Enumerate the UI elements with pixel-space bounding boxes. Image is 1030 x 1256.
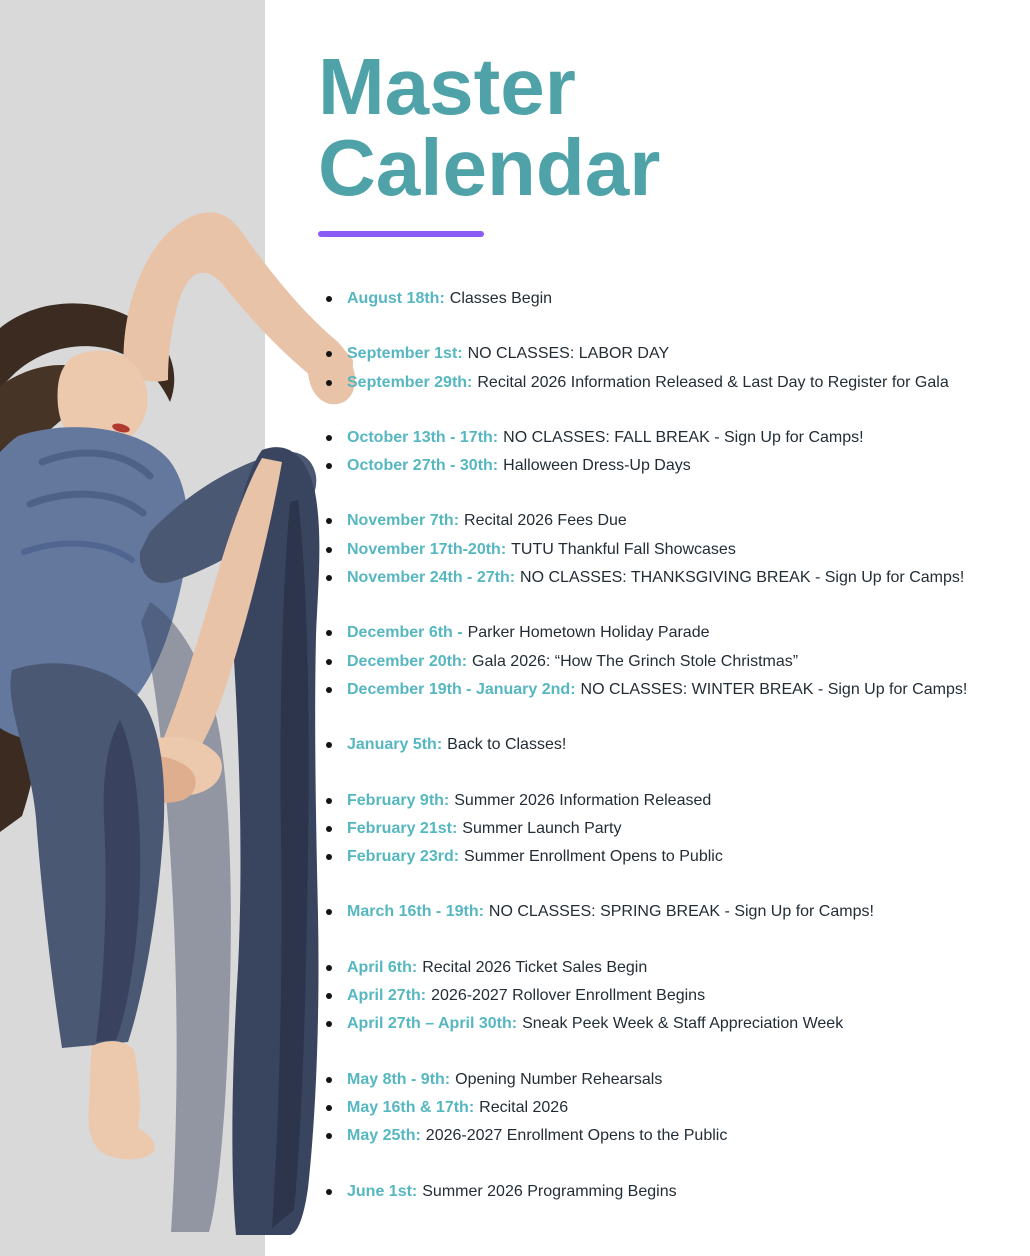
event-group	[318, 340, 1030, 397]
event-date: January 5th:	[347, 736, 443, 754]
bullet-icon	[326, 742, 332, 748]
event-date: August 18th:	[347, 290, 445, 307]
event-date: June 1st:	[347, 1182, 418, 1200]
event-item	[318, 285, 1030, 313]
event-desc: Recital 2026 Information Released & Last Day to Register for Gala	[477, 373, 949, 391]
event-date: December 19th - January 2nd:	[347, 680, 576, 698]
event-item	[318, 648, 1030, 676]
event-date: May 8th - 9th:	[347, 1070, 451, 1088]
event-item	[318, 1178, 1030, 1206]
dancer-photo	[0, 200, 360, 1240]
event-item	[318, 536, 1030, 564]
event-date: May 25th:	[347, 1127, 421, 1145]
bullet-icon	[326, 1077, 332, 1083]
bullet-icon	[326, 435, 332, 441]
event-item	[318, 676, 1030, 704]
event-date: November 24th - 27th:	[347, 569, 516, 587]
event-date: December 6th -	[347, 624, 463, 642]
event-date: February 21st:	[347, 819, 458, 837]
event-date: November 7th:	[347, 512, 460, 530]
bullet-icon	[326, 798, 332, 804]
bullet-icon	[326, 351, 332, 357]
event-date: December 20th:	[347, 652, 468, 670]
event-desc: NO CLASSES: THANKSGIVING BREAK - Sign Up for Camps!	[520, 569, 965, 587]
bullet-icon	[326, 1021, 332, 1027]
bullet-icon	[326, 547, 332, 553]
bullet-icon	[326, 296, 332, 302]
bullet-icon	[326, 659, 332, 665]
event-item	[318, 898, 1030, 926]
event-date: October 13th - 17th:	[347, 428, 499, 446]
event-desc: Recital 2026	[479, 1098, 569, 1116]
event-date: February 9th:	[347, 791, 450, 809]
event-desc: Halloween Dress-Up Days	[503, 457, 691, 475]
event-list	[318, 285, 1030, 1206]
event-item	[318, 564, 1030, 592]
event-date: April 27th:	[347, 987, 427, 1005]
event-desc: Sneak Peek Week & Staff Appreciation Week	[522, 1015, 844, 1033]
event-item	[318, 507, 1030, 535]
title-divider	[318, 231, 484, 237]
event-desc: 2026-2027 Enrollment Opens to the Public	[425, 1127, 728, 1145]
event-date: March 16th - 19th:	[347, 903, 484, 921]
event-item	[318, 424, 1030, 452]
event-date: September 29th:	[347, 373, 473, 391]
event-item	[318, 619, 1030, 647]
event-desc: Recital 2026 Ticket Sales Begin	[422, 958, 648, 976]
event-group	[318, 507, 1030, 592]
event-date: May 16th & 17th:	[347, 1098, 475, 1116]
page-title: Master Calendar	[318, 42, 661, 212]
event-desc: Summer Launch Party	[462, 819, 622, 837]
event-item	[318, 452, 1030, 480]
bullet-icon	[326, 575, 332, 581]
event-item	[318, 954, 1030, 982]
bullet-icon	[326, 463, 332, 469]
event-item	[318, 1122, 1030, 1150]
bullet-icon	[326, 854, 332, 860]
event-desc: 2026-2027 Rollover Enrollment Begins	[431, 987, 706, 1005]
bullet-icon	[326, 1189, 332, 1195]
event-date: October 27th - 30th:	[347, 457, 499, 475]
event-group	[318, 898, 1030, 926]
event-item	[318, 369, 1030, 397]
event-group	[318, 424, 1030, 481]
event-desc: Summer Enrollment Opens to Public	[464, 848, 723, 866]
event-date: September 1st:	[347, 345, 463, 363]
event-desc: Parker Hometown Holiday Parade	[467, 624, 710, 642]
event-item	[318, 982, 1030, 1010]
event-desc: TUTU Thankful Fall Showcases	[511, 540, 736, 558]
event-item	[318, 1094, 1030, 1122]
event-desc: NO CLASSES: WINTER BREAK - Sign Up for Camps!	[580, 680, 968, 698]
bullet-icon	[326, 687, 332, 693]
event-date: April 6th:	[347, 958, 418, 976]
bullet-icon	[326, 518, 332, 524]
event-desc: NO CLASSES: SPRING BREAK - Sign Up for Camps!	[488, 903, 874, 921]
event-date: February 23rd:	[347, 848, 460, 866]
event-desc: NO CLASSES: FALL BREAK - Sign Up for Camps!	[503, 428, 864, 446]
event-item	[318, 787, 1030, 815]
main-content	[318, 0, 1030, 1206]
bullet-icon	[326, 993, 332, 999]
event-group	[318, 1178, 1030, 1206]
event-item	[318, 731, 1030, 759]
event-desc: Recital 2026 Fees Due	[464, 512, 627, 530]
event-group	[318, 285, 1030, 313]
bullet-icon	[326, 380, 332, 386]
event-group	[318, 954, 1030, 1039]
event-desc: Summer 2026 Information Released	[454, 791, 712, 809]
event-item	[318, 815, 1030, 843]
event-item	[318, 1066, 1030, 1094]
event-date: November 17th-20th:	[347, 540, 507, 558]
event-desc: NO CLASSES: LABOR DAY	[467, 345, 670, 363]
event-desc: Gala 2026: “How The Grinch Stole Christmas”	[472, 652, 799, 670]
event-item	[318, 340, 1030, 368]
bullet-icon	[326, 630, 332, 636]
event-group	[318, 731, 1030, 759]
event-desc: Back to Classes!	[447, 736, 567, 754]
event-desc: Classes Begin	[449, 290, 553, 307]
event-group	[318, 787, 1030, 872]
event-desc: Summer 2026 Programming Begins	[422, 1182, 677, 1200]
event-item	[318, 1010, 1030, 1038]
bullet-icon	[326, 965, 332, 971]
bullet-icon	[326, 826, 332, 832]
event-desc: Opening Number Rehearsals	[455, 1070, 663, 1088]
event-date: April 27th – April 30th:	[347, 1015, 518, 1033]
bullet-icon	[326, 1133, 332, 1139]
bullet-icon	[326, 909, 332, 915]
event-group	[318, 619, 1030, 704]
bullet-icon	[326, 1105, 332, 1111]
event-item	[318, 843, 1030, 871]
event-group	[318, 1066, 1030, 1151]
